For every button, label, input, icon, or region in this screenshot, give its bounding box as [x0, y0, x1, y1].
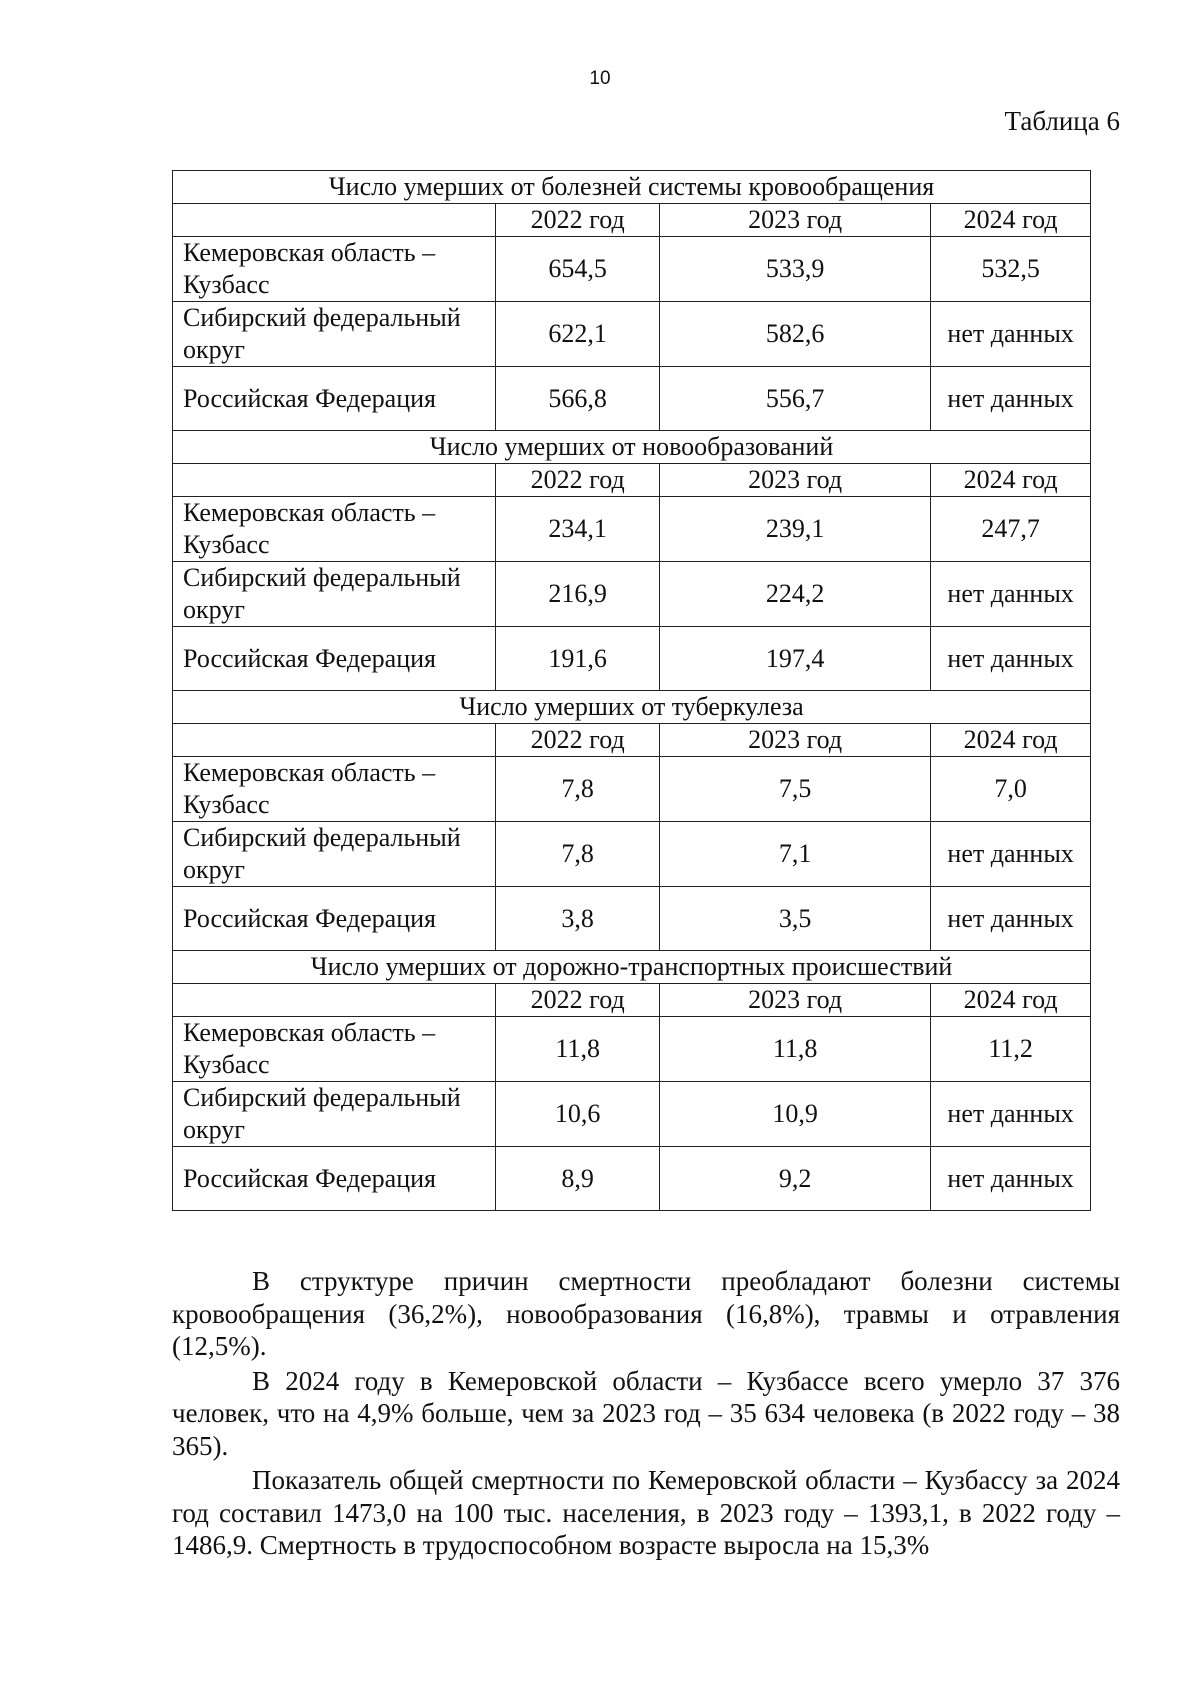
value-cell: 556,7	[660, 367, 931, 431]
value-cell: 533,9	[660, 237, 931, 302]
year-header: 2023 год	[660, 204, 931, 237]
table-row	[173, 627, 1091, 691]
value-cell: 7,1	[660, 822, 931, 887]
page-number: 10	[589, 68, 611, 89]
value-cell: 11,8	[496, 1017, 660, 1082]
body-text	[172, 1265, 1120, 1562]
region-cell: Российская Федерация	[173, 1147, 496, 1211]
value-cell: 566,8	[496, 367, 660, 431]
value-cell: нет данных	[931, 367, 1091, 431]
value-cell: 7,8	[496, 757, 660, 822]
value-cell: 10,9	[660, 1082, 931, 1147]
year-header: 2022 год	[496, 204, 660, 237]
value-cell: 7,5	[660, 757, 931, 822]
empty-header-cell	[173, 464, 496, 497]
region-cell: Российская Федерация	[173, 367, 496, 431]
year-header: 2024 год	[931, 204, 1091, 237]
value-cell: 11,2	[931, 1017, 1091, 1082]
region-cell: Кемеровская область – Кузбасс	[173, 237, 496, 302]
paragraph: В структуре причин смертности преобладают болезни системы кровообращения (36,2%), новообразования (16,8%), травмы и отравления (12,5%).	[172, 1266, 1120, 1361]
table-row	[173, 562, 1091, 627]
value-cell: нет данных	[931, 887, 1091, 951]
value-cell: нет данных	[931, 1082, 1091, 1147]
table-caption: Таблица 6	[1004, 106, 1120, 136]
value-cell: 7,8	[496, 822, 660, 887]
region-cell: Сибирский федеральный округ	[173, 562, 496, 627]
section-title: Число умерших от болезней системы кровообращения	[173, 171, 1091, 204]
region-cell: Российская Федерация	[173, 887, 496, 951]
year-header: 2022 год	[496, 724, 660, 757]
table-row	[173, 822, 1091, 887]
value-cell: 216,9	[496, 562, 660, 627]
value-cell: нет данных	[931, 627, 1091, 691]
value-cell: нет данных	[931, 1147, 1091, 1211]
year-header-row	[173, 464, 1091, 497]
empty-header-cell	[173, 724, 496, 757]
year-header: 2024 год	[931, 984, 1091, 1017]
year-header: 2023 год	[660, 724, 931, 757]
value-cell: 532,5	[931, 237, 1091, 302]
paragraph: В 2024 году в Кемеровской области – Кузбассе всего умерло 37 376 человек, что на 4,9% больше, чем за 2023 год – 35 634 человека (в 2022 году – 38 365).	[172, 1365, 1120, 1461]
table-row	[173, 757, 1091, 822]
section-header-row	[173, 951, 1091, 984]
year-header: 2022 год	[496, 984, 660, 1017]
value-cell: 9,2	[660, 1147, 931, 1211]
table-row	[173, 367, 1091, 431]
value-cell: 8,9	[496, 1147, 660, 1211]
empty-header-cell	[173, 984, 496, 1017]
value-cell: 3,5	[660, 887, 931, 951]
year-header: 2022 год	[496, 464, 660, 497]
table-row	[173, 1082, 1091, 1147]
year-header-row	[173, 984, 1091, 1017]
section-title: Число умерших от туберкулеза	[173, 691, 1091, 724]
section-header-row	[173, 171, 1091, 204]
region-cell: Сибирский федеральный округ	[173, 822, 496, 887]
value-cell: 224,2	[660, 562, 931, 627]
year-header: 2024 год	[931, 464, 1091, 497]
year-header-row	[173, 724, 1091, 757]
section-title: Число умерших от дорожно-транспортных происшествий	[173, 951, 1091, 984]
region-cell: Российская Федерация	[173, 627, 496, 691]
value-cell: 11,8	[660, 1017, 931, 1082]
section-header-row	[173, 691, 1091, 724]
region-cell: Сибирский федеральный округ	[173, 302, 496, 367]
value-cell: нет данных	[931, 562, 1091, 627]
value-cell: 234,1	[496, 497, 660, 562]
table-row	[173, 497, 1091, 562]
value-cell: 654,5	[496, 237, 660, 302]
value-cell: 622,1	[496, 302, 660, 367]
table-row	[173, 1017, 1091, 1082]
section-title: Число умерших от новообразований	[173, 431, 1091, 464]
value-cell: нет данных	[931, 822, 1091, 887]
paragraph: Показатель общей смертности по Кемеровской области – Кузбассу за 2024 год составил 1473,0 на 100 тыс. населения, в 2023 году – 1393,1, в 2022 году – 1486,9. Смертность в трудоспособном возрасте выросла на 15,3%	[172, 1465, 1120, 1560]
empty-header-cell	[173, 204, 496, 237]
region-cell: Кемеровская область – Кузбасс	[173, 1017, 496, 1082]
table-row	[173, 237, 1091, 302]
year-header: 2023 год	[660, 464, 931, 497]
section-header-row	[173, 431, 1091, 464]
region-cell: Сибирский федеральный округ	[173, 1082, 496, 1147]
value-cell: 191,6	[496, 627, 660, 691]
value-cell: 7,0	[931, 757, 1091, 822]
value-cell: 3,8	[496, 887, 660, 951]
table-row	[173, 887, 1091, 951]
value-cell: 582,6	[660, 302, 931, 367]
value-cell: 197,4	[660, 627, 931, 691]
mortality-table	[172, 170, 1091, 1211]
region-cell: Кемеровская область – Кузбасс	[173, 757, 496, 822]
year-header: 2023 год	[660, 984, 931, 1017]
value-cell: 247,7	[931, 497, 1091, 562]
region-cell: Кемеровская область – Кузбасс	[173, 497, 496, 562]
value-cell: нет данных	[931, 302, 1091, 367]
value-cell: 10,6	[496, 1082, 660, 1147]
year-header: 2024 год	[931, 724, 1091, 757]
table-row	[173, 1147, 1091, 1211]
year-header-row	[173, 204, 1091, 237]
table-row	[173, 302, 1091, 367]
value-cell: 239,1	[660, 497, 931, 562]
